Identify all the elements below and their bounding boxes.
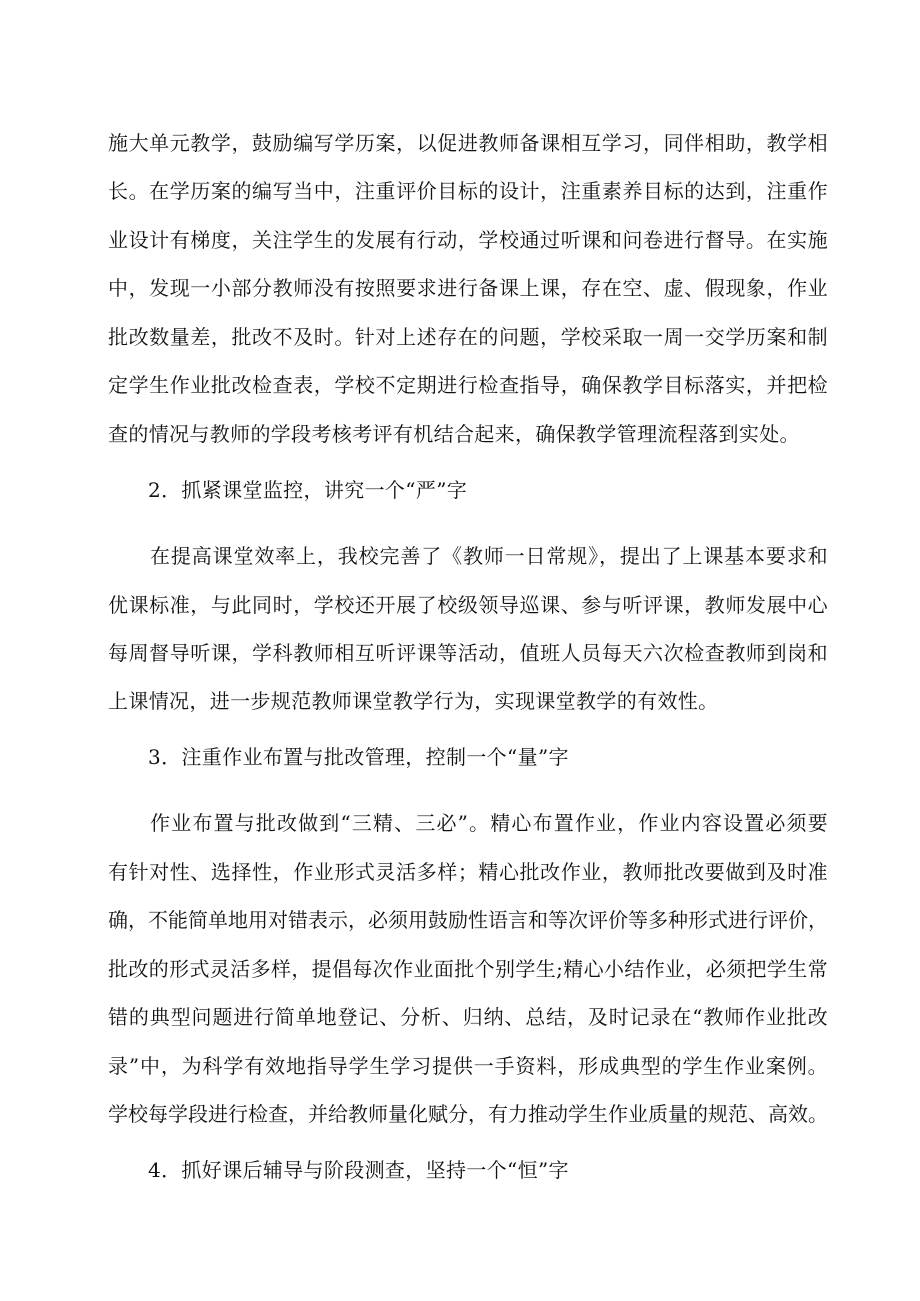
- paragraph-2-line-2: 优课标准，与此同时，学校还开展了校级领导巡课、参与听评课，教师发展中心: [108, 593, 828, 617]
- paragraph-1-line-6: 定学生作业批改检查表，学校不定期进行检查指导，确保教学目标落实，并把检: [108, 373, 828, 397]
- paragraph-3-line-7: 学校每学段进行检查，并给教师量化赋分，有力推动学生作业质量的规范、高效。: [108, 1102, 828, 1126]
- paragraph-2-line-4: 上课情况，进一步规范教师课堂教学行为，实现课堂教学的有效性。: [108, 689, 719, 713]
- paragraph-1-line-3: 业设计有梯度，关注学生的发展有行动，学校通过听课和问卷进行督导。在实施: [108, 228, 828, 252]
- section-heading-3: 3．注重作业布置与批改管理，控制一个“量”字: [148, 745, 569, 769]
- paragraph-1-line-5: 批改数量差，批改不及时。针对上述存在的问题，学校采取一周一交学历案和制: [108, 325, 828, 349]
- paragraph-1-line-2: 长。在学历案的编写当中，注重评价目标的设计，注重素养目标的达到，注重作: [108, 179, 828, 203]
- paragraph-3-line-6: 录”中，为科学有效地指导学生学习提供一手资料，形成典型的学生作业案例。: [108, 1054, 828, 1078]
- paragraph-2-line-3: 每周督导听课，学科教师相互听评课等活动，值班人员每天六次检查教师到岗和: [108, 641, 828, 665]
- section-heading-4: 4．抓好课后辅导与阶段测查，坚持一个“恒”字: [148, 1158, 569, 1182]
- paragraph-3-line-1: 作业布置与批改做到“三精、三必”。精心布置作业，作业内容设置必须要: [150, 811, 828, 835]
- paragraph-3-line-4: 批改的形式灵活多样，提倡每次作业面批个别学生;精心小结作业，必须把学生常: [108, 957, 828, 981]
- paragraph-1-line-1: 施大单元教学，鼓励编写学历案，以促进教师备课相互学习，同伴相助，教学相: [108, 131, 828, 155]
- paragraph-3-line-2: 有针对性、选择性，作业形式灵活多样；精心批改作业，教师批改要做到及时准: [108, 860, 828, 884]
- paragraph-1-line-7: 查的情况与教师的学段考核考评有机结合起来，确保教学管理流程落到实处。: [108, 422, 800, 446]
- paragraph-3-line-3: 确，不能简单地用对错表示，必须用鼓励性语言和等次评价等多种形式进行评价，: [108, 908, 828, 932]
- paragraph-3-line-5: 错的典型问题进行简单地登记、分析、归纳、总结，及时记录在“教师作业批改: [108, 1005, 828, 1029]
- paragraph-2-line-1: 在提高课堂效率上，我校完善了《教师一日常规》，提出了上课基本要求和: [150, 544, 828, 568]
- section-heading-2: 2．抓紧课堂监控，讲究一个“严”字: [148, 478, 468, 502]
- paragraph-1-line-4: 中，发现一小部分教师没有按照要求进行备课上课，存在空、虚、假现象，作业: [108, 276, 828, 300]
